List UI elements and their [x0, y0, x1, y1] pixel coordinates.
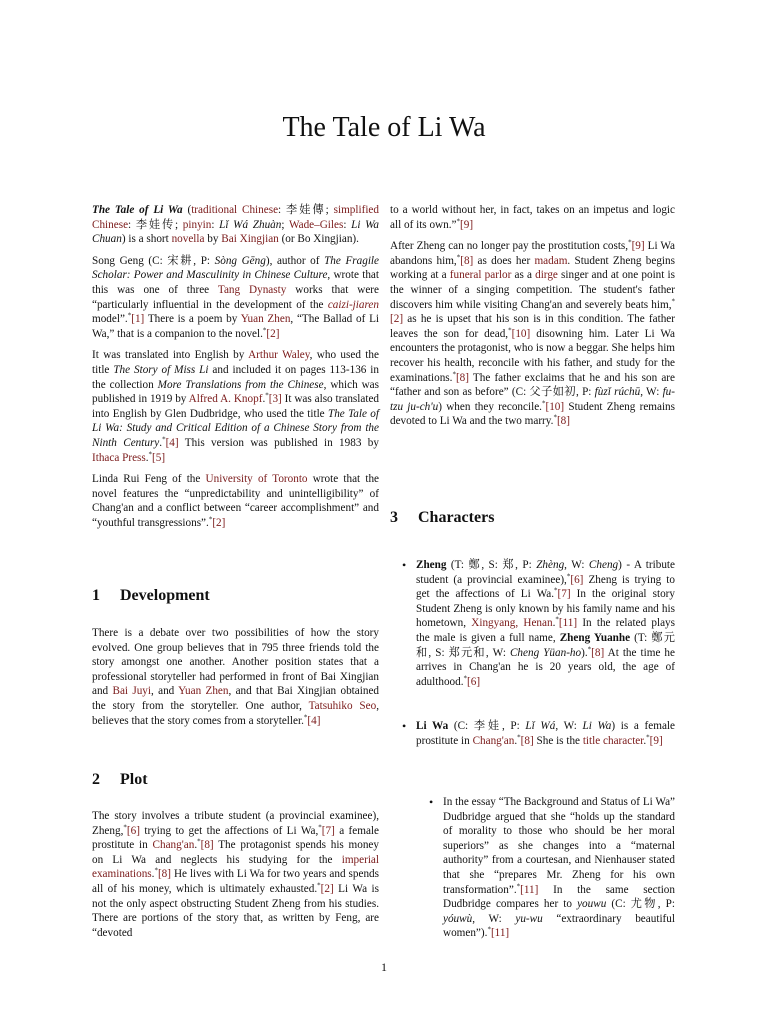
- linda-feng-paragraph: Linda Rui Feng of the University of Toronto wrote that the novel features the “unpredictability and unintelligibility” of Chang'an and a conflict between “career accomplishment” and “youthful transgressions”.*[2]: [92, 473, 380, 529]
- citation-8b[interactable]: [8]: [157, 868, 171, 881]
- citation-1[interactable]: [1]: [131, 313, 145, 326]
- citation-9c[interactable]: [9]: [649, 734, 663, 747]
- link-simplified-chinese[interactable]: simplified Chinese: [92, 204, 379, 231]
- citation-4b[interactable]: [4]: [307, 714, 321, 727]
- right-column: [390, 203, 675, 436]
- citation-4[interactable]: [4]: [165, 436, 179, 449]
- plot-paragraph-1: The story involves a tribute student (a provincial examinee), Zheng,*[6] trying to get the affections of Li Wa,*[7] a female prostitute in Chang'an.*[8] The protagonist spends his money on Li Wa and neglects his studying for the imperial examinations.*[8] He lives with Li Wa for two years and spends all of his money, which is ultimately exhausted.*[2] Li Wa is not the only aspect obstructing Student Zheng from his studies. There are portions of the story that, as written by Feng, are “devoted: [92, 810, 379, 939]
- song-geng-paragraph: Song Geng (C: 宋耕, P: Sòng Gēng), author of The Fragile Scholar: Power and Masculinity in Chinese Culture, wrote that this was one of three Tang Dynasty works that were “particularly influential in the development of the caizi-jiaren model”.*[1] There is a poem by Yuan Zhen, “The Ballad of Li Wa,” that is a companion to the novel.*[2]: [92, 254, 380, 340]
- citation-8f[interactable]: [8]: [591, 646, 605, 659]
- link-bai-xingjian[interactable]: Bai Xingjian: [221, 233, 279, 246]
- citation-9b[interactable]: [9]: [631, 240, 645, 253]
- page-title: The Tale of Li Wa: [282, 112, 486, 143]
- citation-10b[interactable]: [10]: [545, 400, 565, 413]
- citation-8g[interactable]: [8]: [520, 734, 534, 747]
- link-alfred-knopf[interactable]: Alfred A. Knopf: [188, 393, 263, 406]
- link-university-of-toronto[interactable]: University of Toronto: [205, 473, 308, 486]
- link-caizi-jiaren[interactable]: caizi-jiaren: [327, 298, 379, 311]
- section-heading-development: 1 Development: [92, 587, 210, 604]
- link-pinyin[interactable]: pinyin: [182, 218, 212, 231]
- citation-6c[interactable]: [6]: [467, 675, 481, 688]
- left-column: [92, 203, 379, 537]
- character-item-li-wa: • Li Wa (C: 李娃, P: Lǐ Wá, W: Li Wa) is a female prostitute in Chang'an.*[8] She is the title character.*[9]: [416, 719, 675, 748]
- link-madam[interactable]: madam: [534, 254, 568, 267]
- development-body: [92, 626, 379, 735]
- link-funeral-parlor[interactable]: funeral parlor: [449, 269, 512, 282]
- citation-8e[interactable]: [8]: [556, 415, 570, 428]
- link-changan[interactable]: Chang'an: [152, 839, 195, 852]
- citation-8[interactable]: [8]: [200, 839, 214, 852]
- link-novella[interactable]: novella: [171, 233, 205, 246]
- plot-body-left: [92, 809, 379, 947]
- citation-11[interactable]: [11]: [558, 617, 578, 630]
- link-bai-juyi[interactable]: Bai Juyi: [112, 685, 151, 698]
- link-imperial-examinations[interactable]: imperial examinations: [92, 853, 379, 881]
- citation-7[interactable]: [7]: [321, 824, 335, 837]
- link-tang-dynasty[interactable]: Tang Dynasty: [217, 283, 287, 296]
- citation-9[interactable]: [9]: [460, 218, 474, 231]
- character-item-zheng: • Zheng (T: 鄭, S: 郑, P: Zhèng, W: Cheng) - A tribute student (a provincial examinee),*[6] Zheng is trying to get the affections of Li Wa.*[7] In the original story Student Zheng is only known by his family name and his hometown, Xingyang, Henan.*[11] In the related plays the male is given a full name, Zheng Yuanhe (T: 鄭元和, S: 郑元和, W: Cheng Yüan-ho).*[8] At the time he arrives in Chang'an he is 20 years old, the age of adulthood.*[6]: [416, 558, 675, 689]
- citation-8d[interactable]: [8]: [455, 371, 469, 384]
- link-arthur-waley[interactable]: Arthur Waley: [248, 349, 310, 362]
- page-number: 1: [381, 960, 387, 974]
- citation-11b[interactable]: [11]: [520, 883, 539, 896]
- intro-paragraph: The Tale of Li Wa (traditional Chinese: 李娃傳; simplified Chinese: 李娃传; pinyin: Lǐ Wá Zhuàn; Wade–Giles: Li Wa Chuan) is a short novella by Bai Xingjian (or Bo Xingjian).: [92, 204, 380, 246]
- citation-6b[interactable]: [6]: [570, 573, 584, 586]
- development-paragraph: There is a debate over two possibilities of how the story evolved. One group believes that in 795 three friends told the story amongst one another. Another position states that a professional storyteller had performed in front of Bai Xingjian and Bai Juyi, and Yuan Zhen, and that Bai Xingjian obtained the story from the storyteller. One author, Tatsuhiko Seo, believes that the story comes from a storyteller.*[4]: [92, 627, 380, 727]
- citation-6[interactable]: [6]: [126, 824, 140, 837]
- link-yuan-zhen[interactable]: Yuan Zhen: [240, 313, 291, 326]
- citation-2d[interactable]: [2]: [390, 313, 404, 326]
- link-dirge[interactable]: dirge: [535, 269, 558, 282]
- link-title-character[interactable]: title character: [582, 734, 644, 747]
- character-subitem-dudbridge: • In the essay “The Background and Status of Li Wa” Dudbridge argued that she “holds up the standard of morality to those who should be her moral superiors” as she changes into a “maternal authority” from a courtesan, and Nienhauser stated that she “prepares Mr. Zheng for his own transformation”.*[11] In the same section Dudbridge compares her to youwu (C: 尤物, P: yóuwù, W: yu-wu “extraordinary beautiful women”).*[11]: [443, 795, 675, 941]
- link-tatsuhiko-seo[interactable]: Tatsuhiko Seo: [308, 699, 377, 712]
- citation-2c[interactable]: [2]: [320, 882, 334, 895]
- link-wade-giles[interactable]: Wade–Giles: [288, 218, 344, 231]
- section-heading-plot: 2 Plot: [92, 771, 148, 788]
- section-heading-characters: 3 Characters: [390, 509, 495, 526]
- citation-3[interactable]: [3]: [268, 393, 282, 406]
- translation-paragraph: It was translated into English by Arthur Waley, who used the title The Story of Miss Li and included it on pages 113-136 in the collection More Translations from the Chinese, which was published in 1919 by Alfred A. Knopf.*[3] It was also translated into English by Glen Dudbridge, who used the title The Tale of Li Wa: Study and Critical Edition of a Chinese Story from the Ninth Century.*[4] This version was published in 1983 by Ithaca Press.*[5]: [92, 349, 380, 464]
- link-yuan-zhen-2[interactable]: Yuan Zhen: [178, 685, 229, 698]
- citation-5[interactable]: [5]: [152, 451, 166, 464]
- link-xingyang-henan[interactable]: Xingyang, Henan: [471, 617, 553, 630]
- citation-11c[interactable]: [11]: [490, 927, 510, 940]
- citation-2[interactable]: [2]: [266, 327, 280, 340]
- citation-8c[interactable]: [8]: [460, 254, 474, 267]
- citation-10[interactable]: [10]: [511, 327, 531, 340]
- link-ithaca-press[interactable]: Ithaca Press: [92, 451, 146, 464]
- citation-2b[interactable]: [2]: [212, 516, 226, 529]
- plot-paragraph-1-cont: to a world without her, in fact, takes on an impetus and logic all of its own.”*[9]: [390, 204, 675, 231]
- link-traditional-chinese[interactable]: traditional Chinese: [191, 204, 279, 216]
- plot-paragraph-2: After Zheng can no longer pay the prostitution costs,*[9] Li Wa abandons him,*[8] as does her madam. Student Zheng begins working at a funeral parlor as a dirge singer and at one point is the winner of a singing competition. The student's father discovers him while visiting Chang'an and severely beats him,*[2] as he is upset that his son is in this condition. The father leaves the son for dead,*[10] disowning him. Later Li Wa encounters the protagonist, who is now a beggar. She helps him recover his health, reconcile with his father, and study for the examinations.*[8] The father exclaims that he and his son are “father and son as before” (C: 父子如初, P: fùzǐ rúchū, W: fu-tzu ju-ch'u) when they reconcile.*[10] Student Zheng remains devoted to Li Wa and the two marry.*[8]: [390, 238, 676, 428]
- citation-7b[interactable]: [7]: [557, 588, 571, 601]
- link-changan-2[interactable]: Chang'an: [472, 734, 515, 747]
